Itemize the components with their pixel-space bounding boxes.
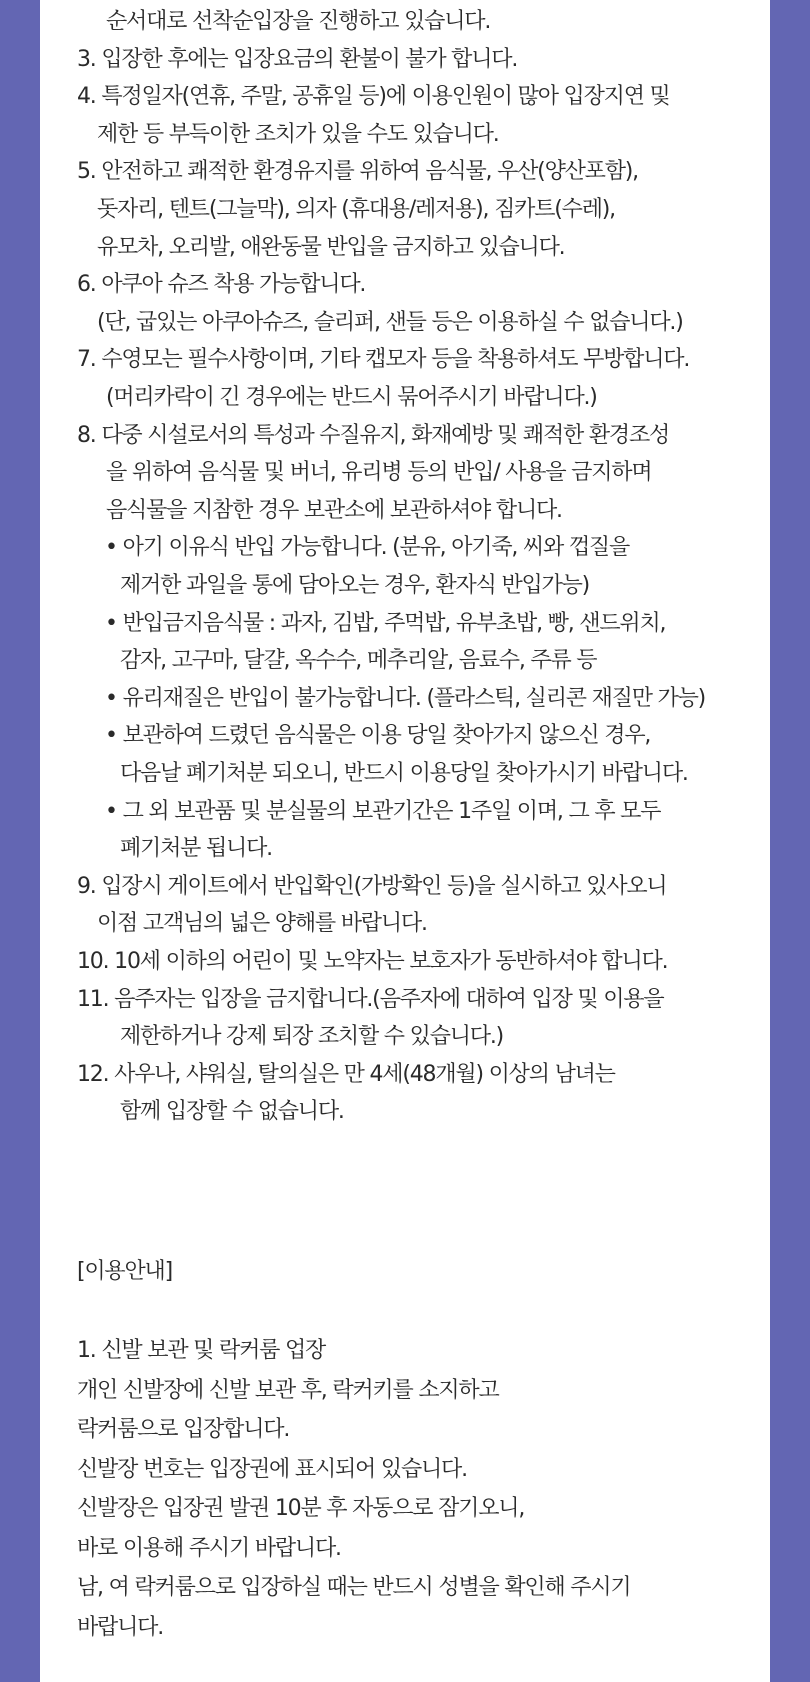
rule-line: 이점 고객님의 넓은 양해를 바랍니다. <box>97 911 427 937</box>
usage-guide-line: 1. 신발 보관 및 락커룸 업장 <box>77 1338 326 1363</box>
rule-line: 유모차, 오리발, 애완동물 반입을 금지하고 있습니다. <box>97 234 565 260</box>
rule-line: • 반입금지음식물 : 과자, 김밥, 주먹밥, 유부초밥, 빵, 샌드위치, <box>105 610 666 636</box>
rule-line: 제한하거나 강제 퇴장 조치할 수 있습니다.) <box>120 1024 504 1050</box>
rule-line: 순서대로 선착순입장을 진행하고 있습니다. <box>106 9 491 34</box>
rule-line: 음식물을 지참한 경우 보관소에 보관하셔야 합니다. <box>106 497 562 523</box>
rule-line: 3. 입장한 후에는 입장요금의 환불이 불가 합니다. <box>77 46 518 72</box>
usage-guide-line: 신발장은 입장권 발권 10분 후 자동으로 잠기오니, <box>77 1496 525 1521</box>
rule-line: • 보관하여 드렸던 음식물은 이용 당일 찾아가지 않으신 경우, <box>105 723 651 749</box>
rule-line: 돗자리, 텐트(그늘막), 의자 (휴대용/레저용), 짐카트(수레), <box>97 197 615 222</box>
rule-line: 4. 특정일자(연휴, 주말, 공휴일 등)에 이용인원이 많아 입장지연 및 <box>77 84 670 110</box>
rule-line: 다음날 폐기처분 되오니, 반드시 이용당일 찾아가시기 바랍니다. <box>120 761 688 786</box>
rule-line: 5. 안전하고 쾌적한 환경유지를 위하여 음식물, 우산(양산포함), <box>77 159 638 185</box>
rule-line: 제한 등 부득이한 조치가 있을 수도 있습니다. <box>97 121 499 147</box>
rule-line: • 그 외 보관품 및 분실물의 보관기간은 1주일 이며, 그 후 모두 <box>105 798 661 824</box>
rule-line: 12. 사우나, 샤워실, 탈의실은 만 4세(48개월) 이상의 남녀는 <box>77 1061 615 1087</box>
rule-line: 9. 입장시 게이트에서 반입확인(가방확인 등)을 실시하고 있사오니 <box>77 873 667 899</box>
rule-line: 감자, 고구마, 달걀, 옥수수, 메추리알, 음료수, 주류 등 <box>120 648 597 674</box>
notice-panel <box>40 0 770 1682</box>
rule-line: 8. 다중 시설로서의 특성과 수질유지, 화재예방 및 쾌적한 환경조성 <box>77 422 670 448</box>
rule-line: 함께 입장할 수 없습니다. <box>120 1099 344 1125</box>
rule-line: 11. 음주자는 입장을 금지합니다.(음주자에 대하여 입장 및 이용을 <box>77 986 664 1012</box>
rule-line: 제거한 과일을 통에 담아오는 경우, 환자식 반입가능) <box>120 573 590 598</box>
rule-line: 10. 10세 이하의 어린이 및 노약자는 보호자가 동반하셔야 합니다. <box>77 949 668 974</box>
rule-line: 폐기처분 됩니다. <box>120 836 272 862</box>
usage-guide-line: 바로 이용해 주시기 바랍니다. <box>77 1535 341 1561</box>
usage-guide-line: 바랍니다. <box>77 1614 164 1640</box>
rule-line: • 아기 이유식 반입 가능합니다. (분유, 아기죽, 씨와 껍질을 <box>105 535 630 561</box>
rule-line: 6. 아쿠아 슈즈 착용 가능합니다. <box>77 272 366 298</box>
rule-line: 7. 수영모는 필수사항이며, 기타 캡모자 등을 착용하셔도 무방합니다. <box>77 347 690 373</box>
rule-line: • 유리재질은 반입이 불가능합니다. (플라스틱, 실리콘 재질만 가능) <box>105 685 706 711</box>
rule-line: 을 위하여 음식물 및 버너, 유리병 등의 반입/ 사용을 금지하며 <box>106 460 652 486</box>
rule-line: (머리카락이 긴 경우에는 반드시 묶어주시기 바랍니다.) <box>106 385 597 410</box>
rule-line: (단, 굽있는 아쿠아슈즈, 슬리퍼, 샌들 등은 이용하실 수 없습니다.) <box>97 309 683 335</box>
usage-guide-line: 개인 신발장에 신발 보관 후, 락커키를 소지하고 <box>77 1377 499 1403</box>
usage-guide-line: 락커룸으로 입장합니다. <box>77 1417 290 1442</box>
usage-guide-heading: [이용안내] <box>77 1259 172 1284</box>
usage-guide-line: 신발장 번호는 입장권에 표시되어 있습니다. <box>77 1456 467 1482</box>
usage-guide-line: 남, 여 락커룸으로 입장하실 때는 반드시 성별을 확인해 주시기 <box>77 1575 631 1600</box>
